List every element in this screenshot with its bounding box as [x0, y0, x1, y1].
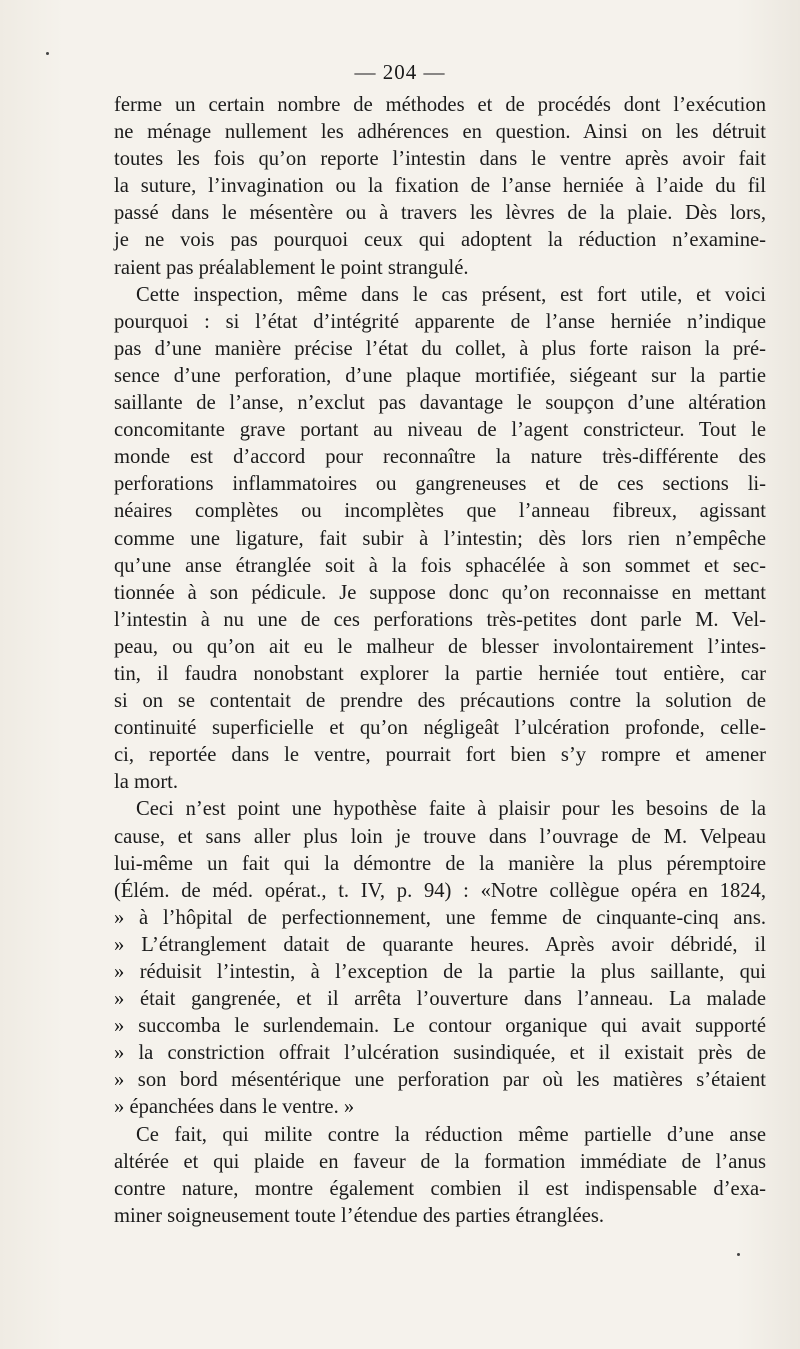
text-line: Ce fait, qui milite contre la réduction même partielle d’une anse: [136, 1123, 766, 1146]
text-line: Cette inspection, même dans le cas présent, est fort utile, et voici: [136, 283, 766, 306]
text-line: ci, reportée dans le ventre, pourrait fort bien s’y rompre et amener: [114, 744, 766, 767]
text-line: ferme un certain nombre de méthodes et de procédés dont l’exécution: [114, 94, 766, 116]
page-number: — 204 —: [354, 60, 446, 84]
text-line: néaires complètes ou incomplètes que l’anneau fibreux, agissant: [114, 500, 766, 523]
quote-line: » succomba le surlendemain. Le contour organique qui avait supporté: [114, 1015, 766, 1038]
text-line: altérée et qui plaide en faveur de la formation immédiate de l’anus: [114, 1150, 766, 1173]
text-line: miner soigneusement toute l’étendue des parties étranglées.: [114, 1204, 605, 1227]
text-line: contre nature, montre également combien il est indispensable d’exa-: [114, 1177, 766, 1200]
text-line: cause, et sans aller plus loin je trouve dans l’ouvrage de M. Velpeau: [114, 825, 766, 848]
quote-line: » à l’hôpital de perfectionnement, une femme de cinquante-cinq ans.: [114, 906, 766, 929]
text-line: la suture, l’invagination ou la fixation de l’anse herniée à l’aide du fil: [114, 175, 766, 198]
text-line: raient pas préalablement le point strangulé.: [114, 256, 469, 279]
quote-line: » la constriction offrait l’ulcération susindiquée, et il existait près de: [114, 1042, 766, 1065]
text-line: je ne vois pas pourquoi ceux qui adoptent la réduction n’examine-: [114, 229, 766, 252]
text-line: (Élém. de méd. opérat., t. IV, p. 94) : «Notre collègue opéra en 1824,: [114, 879, 766, 902]
text-line: peau, ou qu’on ait eu le malheur de blesser involontairement l’intes-: [114, 635, 766, 658]
text-line: passé dans le mésentère ou à travers les lèvres de la plaie. Dès lors,: [114, 202, 766, 225]
paragraph-2: [114, 282, 766, 797]
paper-speck: [46, 52, 49, 55]
text-line: l’intestin à nu une de ces perforations très-petites dont parle M. Vel-: [114, 608, 766, 631]
text-line: tionnée à son pédicule. Je suppose donc qu’on reconnaisse en mettant: [114, 581, 766, 604]
body-text: [114, 92, 766, 1230]
paragraph-3: [114, 796, 766, 1121]
text-line: toutes les fois qu’on reporte l’intestin dans le ventre après avoir fait: [114, 148, 766, 171]
text-line: continuité superficielle et qu’on négligeât l’ulcération profonde, celle-: [114, 717, 766, 740]
paragraph-4: [114, 1122, 766, 1230]
text-line: monde est d’accord pour reconnaître la nature très-différente des: [114, 446, 766, 469]
text-line: ne ménage nullement les adhérences en question. Ainsi on les détruit: [114, 121, 766, 144]
text-line: la mort.: [114, 771, 179, 794]
quote-line: » épanchées dans le ventre. »: [114, 1096, 355, 1119]
text-line: pourquoi : si l’état d’intégrité apparente de l’anse herniée n’indique: [114, 310, 766, 333]
quote-line: » L’étranglement datait de quarante heures. Après avoir débridé, il: [114, 933, 766, 956]
text-line: tin, il faudra nonobstant explorer la partie herniée tout entière, car: [114, 662, 766, 685]
text-line: Ceci n’est point une hypothèse faite à plaisir pour les besoins de la: [136, 798, 766, 821]
quote-line: » réduisit l’intestin, à l’exception de la partie la plus saillante, qui: [114, 961, 766, 983]
text-line: perforations inflammatoires ou gangreneuses et de ces sections li-: [114, 473, 766, 496]
text-line: lui-même un fait qui la démontre de la manière la plus péremptoire: [114, 852, 766, 875]
text-line: pas d’une manière précise l’état du collet, à plus forte raison la pré-: [114, 337, 766, 360]
quote-line: » était gangrenée, et il arrêta l’ouverture dans l’anneau. La malade: [114, 988, 766, 1011]
text-line: saillante de l’anse, n’exclut pas davantage le soupçon d’une altération: [114, 392, 766, 415]
text-line: sence d’une perforation, d’une plaque mortifiée, siégeant sur la partie: [114, 364, 766, 387]
paragraph-1: [114, 92, 766, 282]
text-line: si on se contentait de prendre des précautions contre la solution de: [114, 690, 766, 713]
text-line: concomitante grave portant au niveau de l’agent constricteur. Tout le: [114, 419, 766, 442]
paper-speck: [737, 1253, 740, 1256]
quote-line: » son bord mésentérique une perforation par où les matières s’étaient: [114, 1069, 766, 1092]
text-line: qu’une anse étranglée soit à la fois sphacélée à son sommet et sec-: [114, 554, 766, 577]
text-line: comme une ligature, fait subir à l’intestin; dès lors rien n’empêche: [114, 527, 766, 550]
